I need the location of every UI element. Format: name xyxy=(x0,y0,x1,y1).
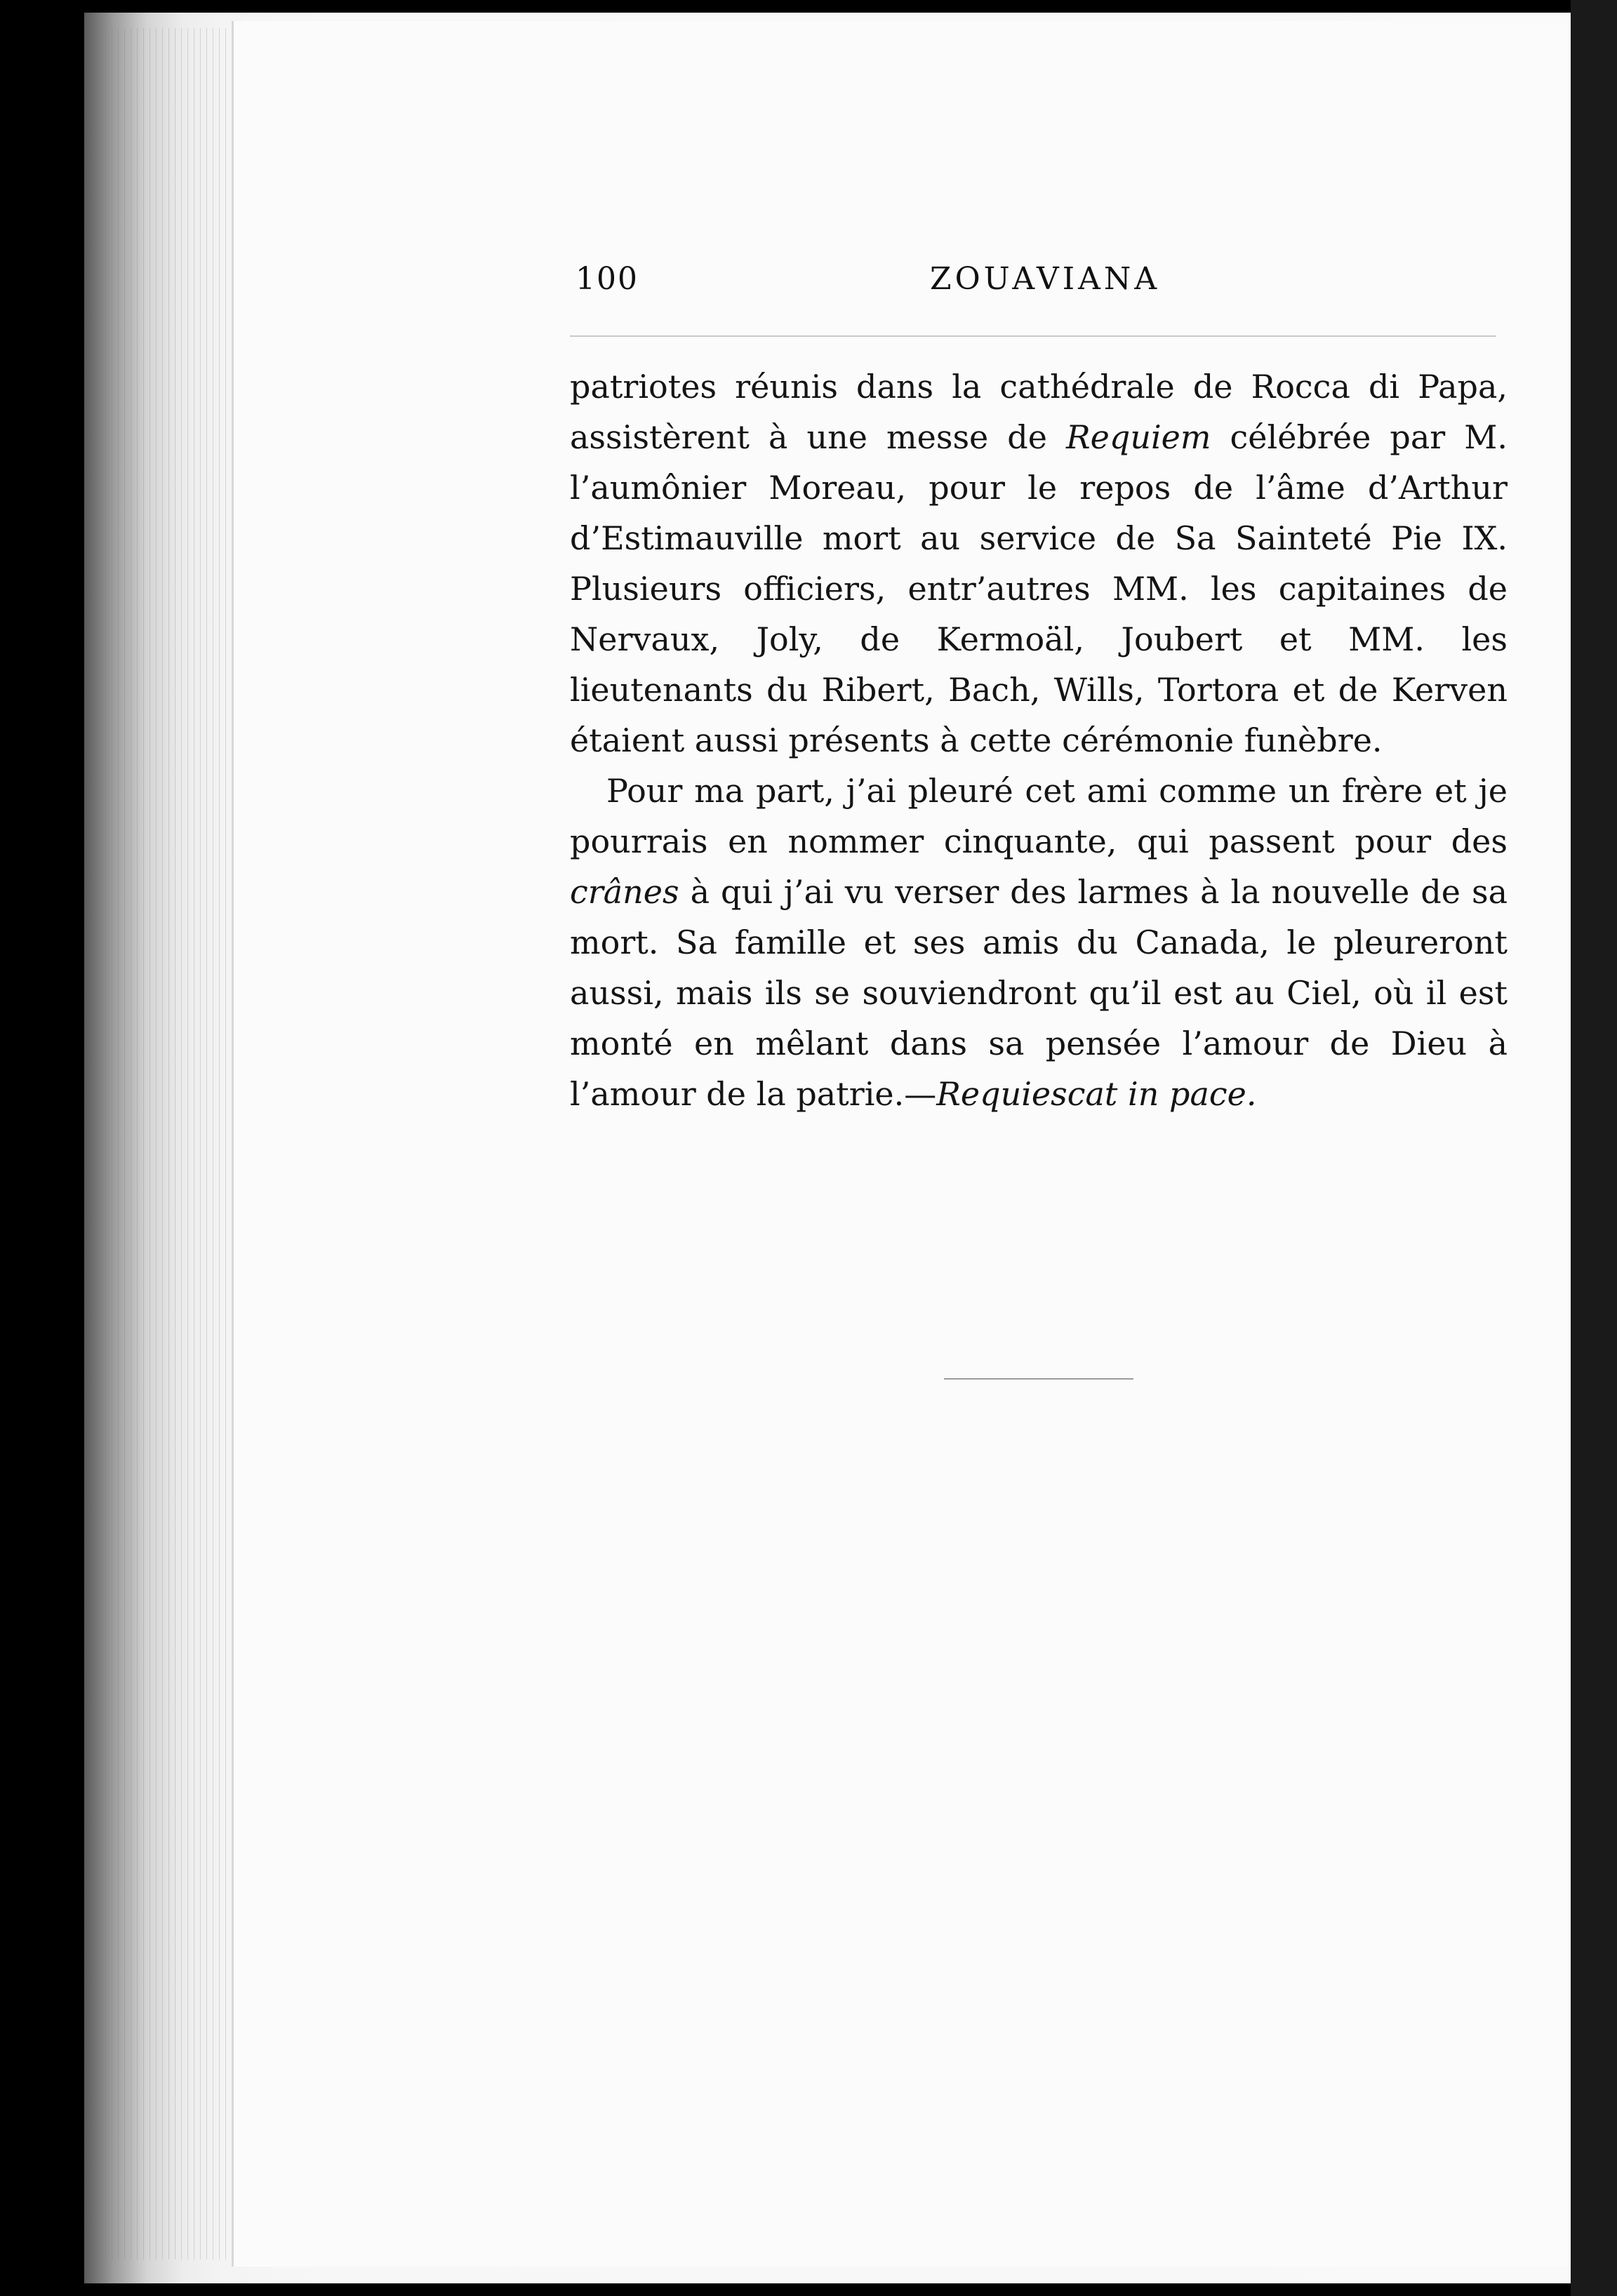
page-sheet xyxy=(232,21,1574,2267)
requiem-italic: Requiem xyxy=(1066,418,1211,456)
cranes-italic: crânes xyxy=(570,873,679,911)
paragraph-2-start: Pour ma part, j’ai pleuré cet ami comme un frère et je pourrais en nommer cinquante, qui passent pour des xyxy=(570,772,1508,860)
body-text xyxy=(570,361,1508,1119)
page-number: 100 xyxy=(575,261,639,297)
paragraph-2 xyxy=(570,766,1508,1119)
requiescat-italic: Requiescat in pace. xyxy=(936,1075,1257,1113)
end-rule xyxy=(944,1378,1133,1380)
header-rule xyxy=(570,335,1496,337)
page-header xyxy=(575,261,1516,310)
right-scan-border xyxy=(1571,0,1617,2296)
paragraph-1-end: célébrée par M. l’aumônier Moreau, pour le repos de l’âme d’Arthur d’Estimauville mort au service de Sa Sainteté Pie IX. Plusieurs officiers, entr’autres MM. les capitaines de Nervaux, Joly, de Kermoäl, Joubert et MM. les lieutenants du Ribert, Bach, Wills, Tortora et de Kerven étaient aussi présents à cette cérémonie funèbre. xyxy=(570,418,1508,759)
running-title: ZOUAVIANA xyxy=(930,261,1161,297)
paragraph-1-start: patriotes réunis dans la cathédrale de Rocca di Papa, assistèrent à une messe de xyxy=(570,368,1508,456)
paragraph-2-end: à qui j’ai vu verser des larmes à la nouvelle de sa mort. Sa famille et ses amis du Canada, le pleureront aussi, mais ils se souviendront qu’il est au Ciel, où il est monté en mêlant dans sa pensée l’amour de Dieu à l’amour de la patrie.— xyxy=(570,873,1508,1113)
paragraph-1 xyxy=(570,361,1508,766)
